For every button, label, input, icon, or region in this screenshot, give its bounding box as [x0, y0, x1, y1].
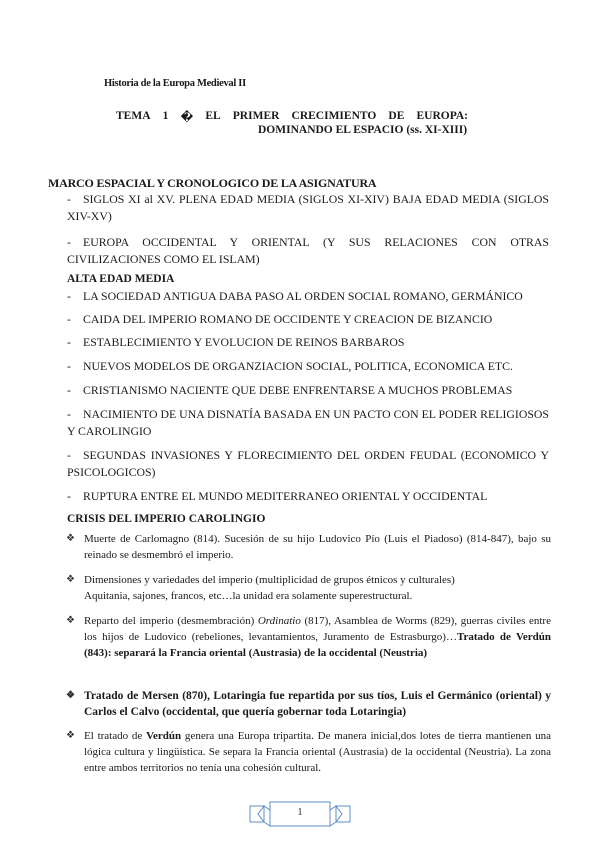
page-number: 1 — [297, 806, 303, 818]
subsection-heading: ALTA EDAD MEDIA — [67, 273, 175, 285]
title-word: PRIMER — [232, 110, 280, 122]
section-heading: MARCO ESPACIAL Y CRONOLOGICO DE LA ASIGNATURA — [48, 176, 377, 190]
diamond-bullet-icon: ❖ — [66, 730, 75, 741]
dash-item: - CRISTIANISMO NACIENTE QUE DEBE ENFRENTARSE A MUCHOS PROBLEMAS — [67, 383, 513, 397]
course-title: Historia de la Europa Medieval II — [104, 78, 246, 89]
bullet-item: ❖ Reparto del imperio (desmembración) Ordinatio (817), Asamblea de Worms (829), guerras civiles entre los hijos de Ludovico (rebeliones, levantamientos, Juramento de Estrasburgo)…Tratado de Verdún (843): separará la Francia oriental (Austrasia) de la occidental (Neustria) — [66, 615, 551, 659]
title-word: EL — [205, 110, 221, 122]
title-word: EUROPA: — [416, 110, 468, 122]
title-word: 1 — [162, 110, 169, 122]
diamond-bullet-icon: ❖ — [66, 615, 75, 626]
dash-item: - ESTABLECIMIENTO Y EVOLUCION DE REINOS BARBAROS — [67, 335, 405, 349]
title-word: DE — [388, 110, 405, 122]
dash-item: - NACIMIENTO DE UNA DISNATÍA BASADA EN UN PACTO CON EL PODER RELIGIOSOS Y CAROLINGIO — [67, 407, 549, 438]
topic-title-line-1 — [116, 110, 468, 124]
topic-title-line-2: DOMINANDO EL ESPACIO (ss. XI-XIII) — [258, 124, 468, 136]
bullet-item: ❖ Tratado de Mersen (870), Lotaringia fue repartida por sus tíos, Luis el Germánico (oriental) y Carlos el Calvo (occidental, que quería gobernar toda Lotaringia) — [66, 690, 551, 718]
diamond-bullet-icon: ❖ — [66, 690, 75, 701]
dash-item: - SIGLOS XI al XV. PLENA EDAD MEDIA (SIGLOS XI-XIV) BAJA EDAD MEDIA (SIGLOS XIV-XV) — [67, 192, 549, 223]
dash-item: - LA SOCIEDAD ANTIGUA DABA PASO AL ORDEN SOCIAL ROMANO, GERMÁNICO — [67, 289, 523, 303]
bullet-item: ❖ Dimensiones y variedades del imperio (multiplicidad de grupos étnicos y culturales) Aquitania, sajones, francos, etc…la unidad era solamente superestructural. — [66, 574, 455, 602]
bullet-item: ❖ Muerte de Carlomagno (814). Sucesión de su hijo Ludovico Pío (Luis el Piadoso) (814-847), bajo su reinado se desmembró el imperio. — [66, 533, 551, 561]
subsection-heading: CRISIS DEL IMPERIO CAROLINGIO — [67, 513, 266, 525]
dash-item: - EUROPA OCCIDENTAL Y ORIENTAL (Y SUS RELACIONES CON OTRAS CIVILIZACIONES COMO EL ISLAM) — [67, 235, 549, 266]
dash-item: - SEGUNDAS INVASIONES Y FLORECIMIENTO DEL ORDEN FEUDAL (ECONOMICO Y PSICOLOGICOS) — [67, 448, 549, 479]
dash-item: - CAIDA DEL IMPERIO ROMANO DE OCCIDENTE Y CREACION DE BIZANCIO — [67, 312, 493, 326]
bullet-item: ❖ El tratado de Verdún genera una Europa tripartita. De manera inicial,dos lotes de tierra mantienen una lógica cultura y lingüística. Se separa la Francia oriental (Austrasia) de la occidental (Neustria). La zona entre ambos territorios no tenía una cohesión cultural. — [66, 730, 551, 774]
title-word: CRECIMIENTO — [291, 110, 377, 122]
diamond-bullet-icon: ❖ — [66, 533, 75, 544]
dash-item: - NUEVOS MODELOS DE ORGANZIACION SOCIAL, POLITICA, ECONOMICA ETC. — [67, 359, 513, 373]
diamond-bullet-icon: ❖ — [66, 574, 75, 585]
title-word: TEMA — [116, 110, 151, 122]
title-word: � — [180, 112, 194, 124]
dash-item: - RUPTURA ENTRE EL MUNDO MEDITERRANEO ORIENTAL Y OCCIDENTAL — [67, 489, 488, 503]
